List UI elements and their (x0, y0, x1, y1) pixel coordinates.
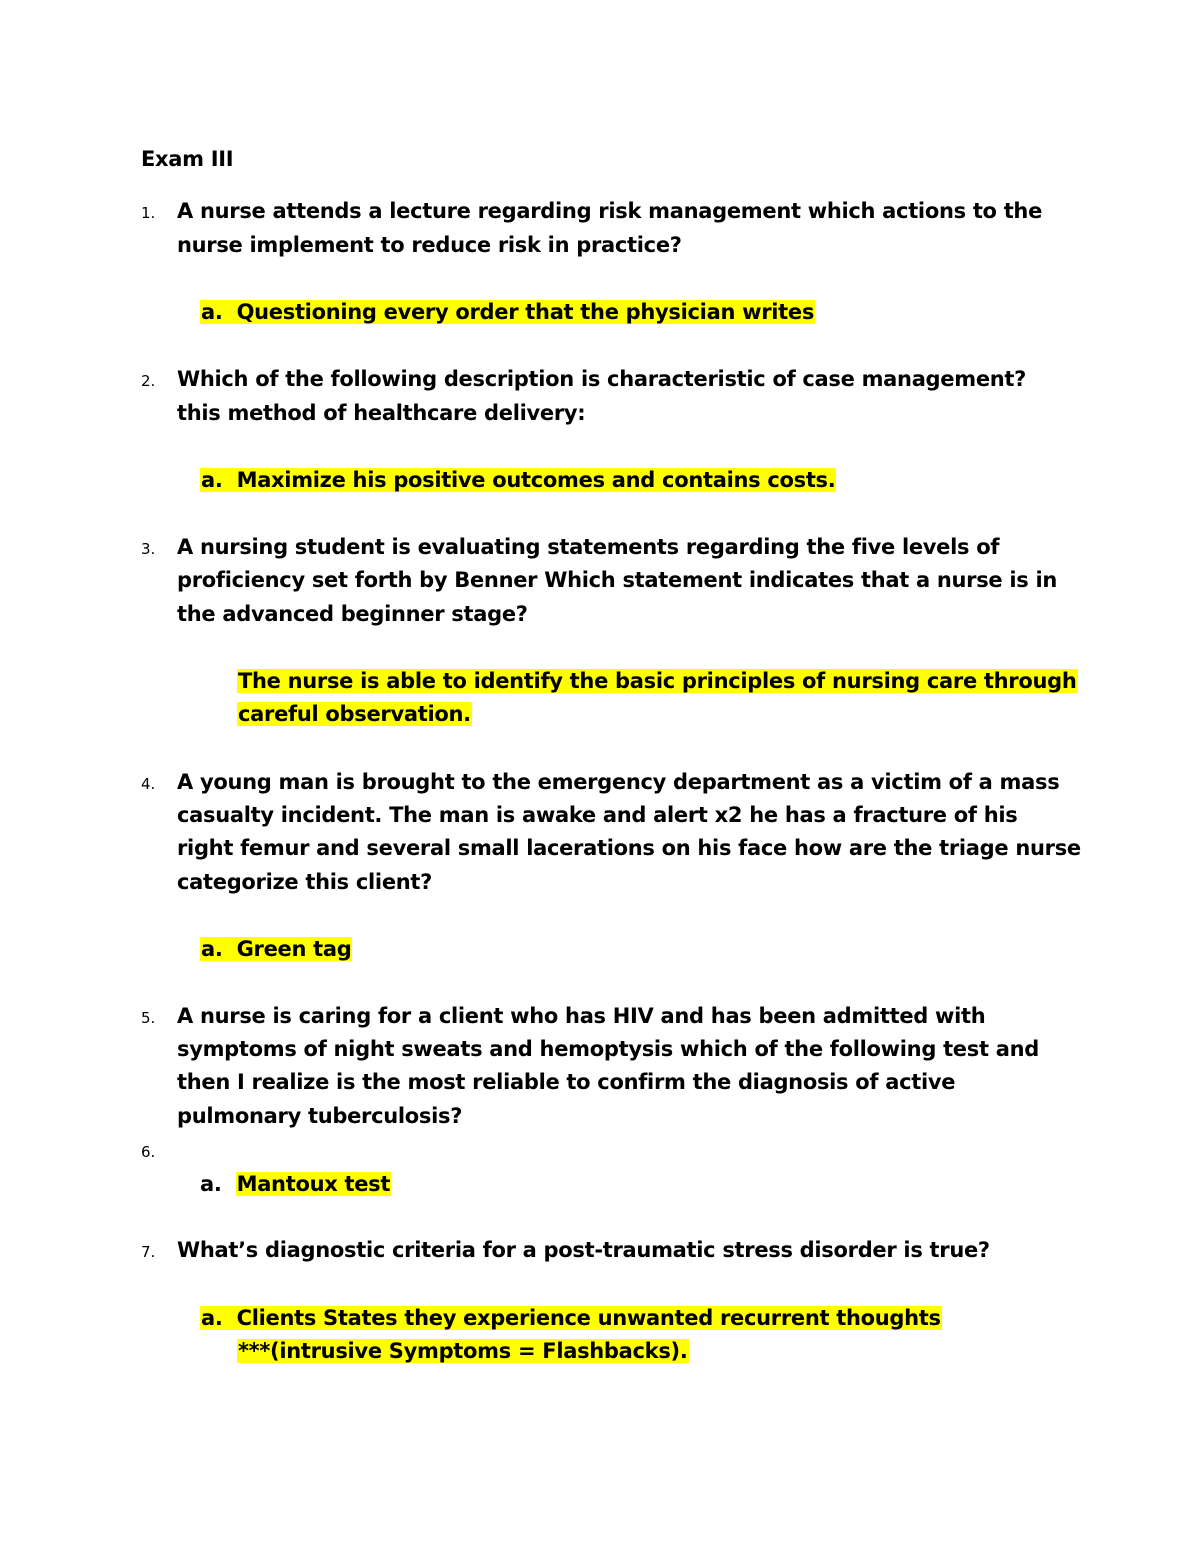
question-text: Which of the following description is characteristic of case management? (177, 367, 1027, 391)
answer-text: Green tag (236, 937, 352, 961)
answer-line (200, 932, 352, 966)
answer-line (237, 1334, 689, 1368)
question-number: 7. (141, 1243, 156, 1261)
question-text: A nurse attends a lecture regarding risk management which actions to the (177, 199, 1043, 223)
answer-line (200, 1301, 942, 1335)
answer-line (200, 1167, 391, 1201)
answer-line (200, 295, 815, 329)
question-text: categorize this client? (177, 870, 433, 894)
answer-line (237, 664, 1078, 698)
answer-marker: a. (201, 468, 223, 492)
answer-text: Questioning every order that the physician writes (236, 300, 815, 324)
answer-text: Clients States they experience unwanted recurrent thoughts (236, 1306, 941, 1330)
question-text: A young man is brought to the emergency department as a victim of a mass (177, 770, 1060, 794)
question-text: right femur and several small lacerations on his face how are the triage nurse (177, 836, 1081, 860)
answer-text: The nurse is able to identify the basic principles of nursing care through (238, 669, 1077, 693)
question-text: proficiency set forth by Benner Which statement indicates that a nurse is in (177, 568, 1058, 592)
question-text: A nursing student is evaluating statements regarding the five levels of (177, 535, 1000, 559)
page-title: Exam III (141, 147, 234, 171)
answer-text: Mantoux test (236, 1172, 391, 1196)
question-text: casualty incident. The man is awake and alert x2 he has a fracture of his (177, 803, 1018, 827)
question-number: 1. (141, 204, 156, 222)
answer-line (200, 463, 836, 497)
answer-line (237, 697, 472, 731)
question-number: 4. (141, 775, 156, 793)
question-text: A nurse is caring for a client who has HIV and has been admitted with (177, 1004, 986, 1028)
answer-text: Maximize his positive outcomes and contains costs. (236, 468, 836, 492)
answer-marker: a. (201, 1306, 223, 1330)
question-text: nurse implement to reduce risk in practice? (177, 233, 682, 257)
question-number: 3. (141, 540, 156, 558)
answer-text: ***(intrusive Symptoms = Flashbacks). (238, 1339, 688, 1363)
question-text: then I realize is the most reliable to confirm the diagnosis of active (177, 1070, 956, 1094)
question-text: What’s diagnostic criteria for a post-traumatic stress disorder is true? (177, 1238, 990, 1262)
question-text: symptoms of night sweats and hemoptysis which of the following test and (177, 1037, 1039, 1061)
answer-marker: a. (200, 1172, 222, 1196)
question-text: this method of healthcare delivery: (177, 401, 586, 425)
question-number: 2. (141, 372, 156, 390)
question-number: 5. (141, 1009, 156, 1027)
answer-marker: a. (201, 937, 223, 961)
question-number: 6. (141, 1143, 156, 1161)
question-text: the advanced beginner stage? (177, 602, 528, 626)
answer-marker: a. (201, 300, 223, 324)
question-text: pulmonary tuberculosis? (177, 1104, 463, 1128)
answer-text: careful observation. (238, 702, 471, 726)
